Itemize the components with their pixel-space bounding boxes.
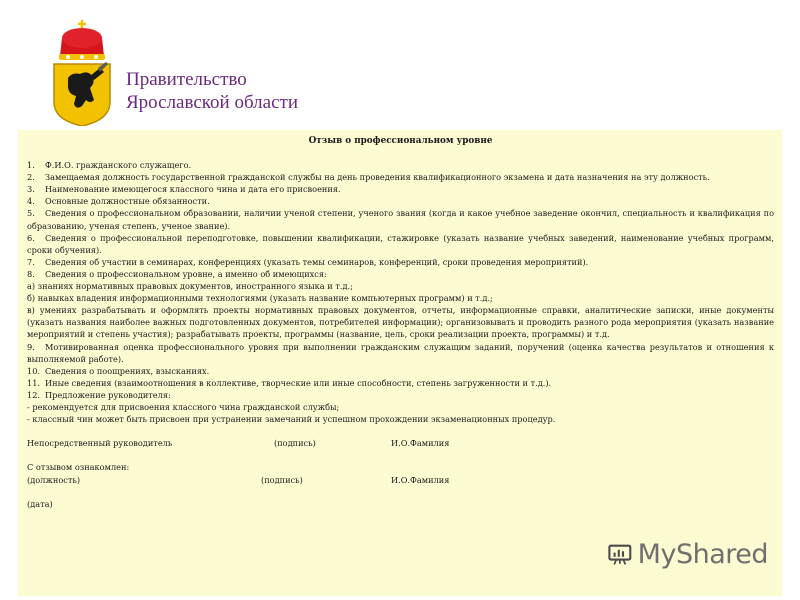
- document-item: [27, 171, 774, 183]
- document-item: [27, 365, 774, 377]
- document-item: [27, 183, 774, 195]
- presentation-board-icon: [608, 537, 632, 571]
- document-item: [27, 232, 774, 256]
- document-item: [27, 377, 774, 389]
- document-item: [27, 304, 774, 340]
- signature-row-supervisor: [27, 437, 774, 449]
- item-text: б) навыках владения информационными технологиями (указать название компьютерных программ) и т.д.;: [27, 293, 493, 304]
- acquainted-label: [27, 461, 774, 473]
- item-number: 7.: [27, 256, 35, 267]
- item-text: Сведения о профессиональной переподготовке, повышении квалификации, стажировке (указать название учебных заведений, наименование учебных программ, сроки обучения).: [27, 232, 774, 255]
- document-item: [27, 389, 774, 401]
- spacer: [27, 449, 774, 461]
- item-text: - рекомендуется для присвоения классного чина гражданской службы;: [27, 401, 340, 412]
- document-page: [18, 130, 782, 596]
- document-item: [27, 195, 774, 207]
- myshared-watermark: [608, 534, 768, 574]
- item-text: Сведения об участии в семинарах, конференциях (указать темы семинаров, конференций, сроки проведения мероприятий).: [45, 256, 589, 267]
- signature-name: И.О.Фамилия: [391, 438, 450, 449]
- document-title: Отзыв о профессиональном уровне: [308, 136, 493, 146]
- item-number: 8.: [27, 268, 35, 279]
- document-item: [27, 207, 774, 231]
- signature-label: Непосредственный руководитель: [27, 438, 173, 449]
- item-number: 10.: [27, 365, 41, 376]
- organization-title-line-2: Ярославской области: [126, 92, 298, 113]
- signature-label: (должность): [27, 474, 81, 485]
- item-text: а) знаниях нормативных правовых документов, иностранного языка и т.д.;: [27, 281, 353, 292]
- signature-row-employee: [27, 474, 774, 486]
- acquainted-text: С отзывом ознакомлен:: [27, 462, 130, 473]
- item-number: 6.: [27, 232, 35, 243]
- item-number: 3.: [27, 184, 35, 195]
- item-number: 12.: [27, 389, 41, 400]
- organization-title-line-1: Правительство: [126, 69, 247, 90]
- item-text: Ф.И.О. гражданского служащего.: [45, 160, 192, 171]
- item-text: Замещаемая должность государственной гражданской службы на день проведения квалификационного экзамена и дата назначения на эту должность.: [45, 172, 710, 183]
- document-items: [27, 159, 774, 425]
- date-label: (дата): [27, 498, 53, 509]
- item-number: 1.: [27, 160, 35, 171]
- document-item: [27, 341, 774, 365]
- signature-name: И.О.Фамилия: [391, 474, 450, 485]
- coat-of-arms-emblem: [50, 16, 114, 126]
- item-number: 2.: [27, 172, 35, 183]
- spacer: [27, 486, 774, 498]
- item-number: 5.: [27, 208, 35, 219]
- document-item: [27, 292, 774, 304]
- item-text: в) умениях разрабатывать и оформлять проекты нормативных правовых документов, отчеты, информационные справки, аналитические записки, иные документы (указать названия наиболее важных подготовленных документов, потребителей информации); организовывать и проводить разного рода мероприятия (указать название мероприятий и степень участия); разрабатывать проекты, программы (название, цель, сроки реализации проекта, программы) и т.д.: [27, 305, 774, 340]
- item-text: Сведения о профессиональном уровне, а именно об имеющихся:: [45, 268, 327, 279]
- item-text: Предложение руководителя:: [45, 389, 171, 400]
- document-item: [27, 401, 774, 413]
- spacer: [27, 425, 774, 437]
- item-text: Основные должностные обязанности.: [45, 196, 210, 207]
- item-number: 9.: [27, 341, 35, 352]
- date-row: [27, 498, 774, 510]
- item-text: Мотивированная оценка профессионального уровня при выполнении гражданским служащим заданий, поручений (оценка качества результатов и отношения к выполняемой работе).: [27, 341, 774, 364]
- document-item: [27, 413, 774, 425]
- document-item: [27, 280, 774, 292]
- item-number: 4.: [27, 196, 35, 207]
- watermark-text: MyShared: [637, 538, 768, 570]
- signature-sign: (подпись): [274, 438, 316, 449]
- document-item: [27, 268, 774, 280]
- item-number: 11.: [27, 377, 41, 388]
- signature-sign: (подпись): [261, 474, 303, 485]
- item-text: Сведения о поощрениях, взысканиях.: [45, 365, 210, 376]
- organization-title: [126, 68, 298, 114]
- item-text: Наименование имеющегося классного чина и дата его присвоения.: [45, 184, 341, 195]
- document-item: [27, 159, 774, 171]
- item-text: - классный чин может быть присвоен при устранении замечаний и успешном прохождении экзаменационных процедур.: [27, 414, 556, 425]
- document-item: [27, 256, 774, 268]
- item-text: Сведения о профессиональном образовании, наличии ученой степени, ученого звания (когда и какое учебное заведение окончил, специальность и квалификация по образованию, ученая степень, ученое звание).: [27, 208, 774, 231]
- item-text: Иные сведения (взаимоотношения в коллективе, творческие или иные способности, степень загруженности и т.д.).: [45, 377, 552, 388]
